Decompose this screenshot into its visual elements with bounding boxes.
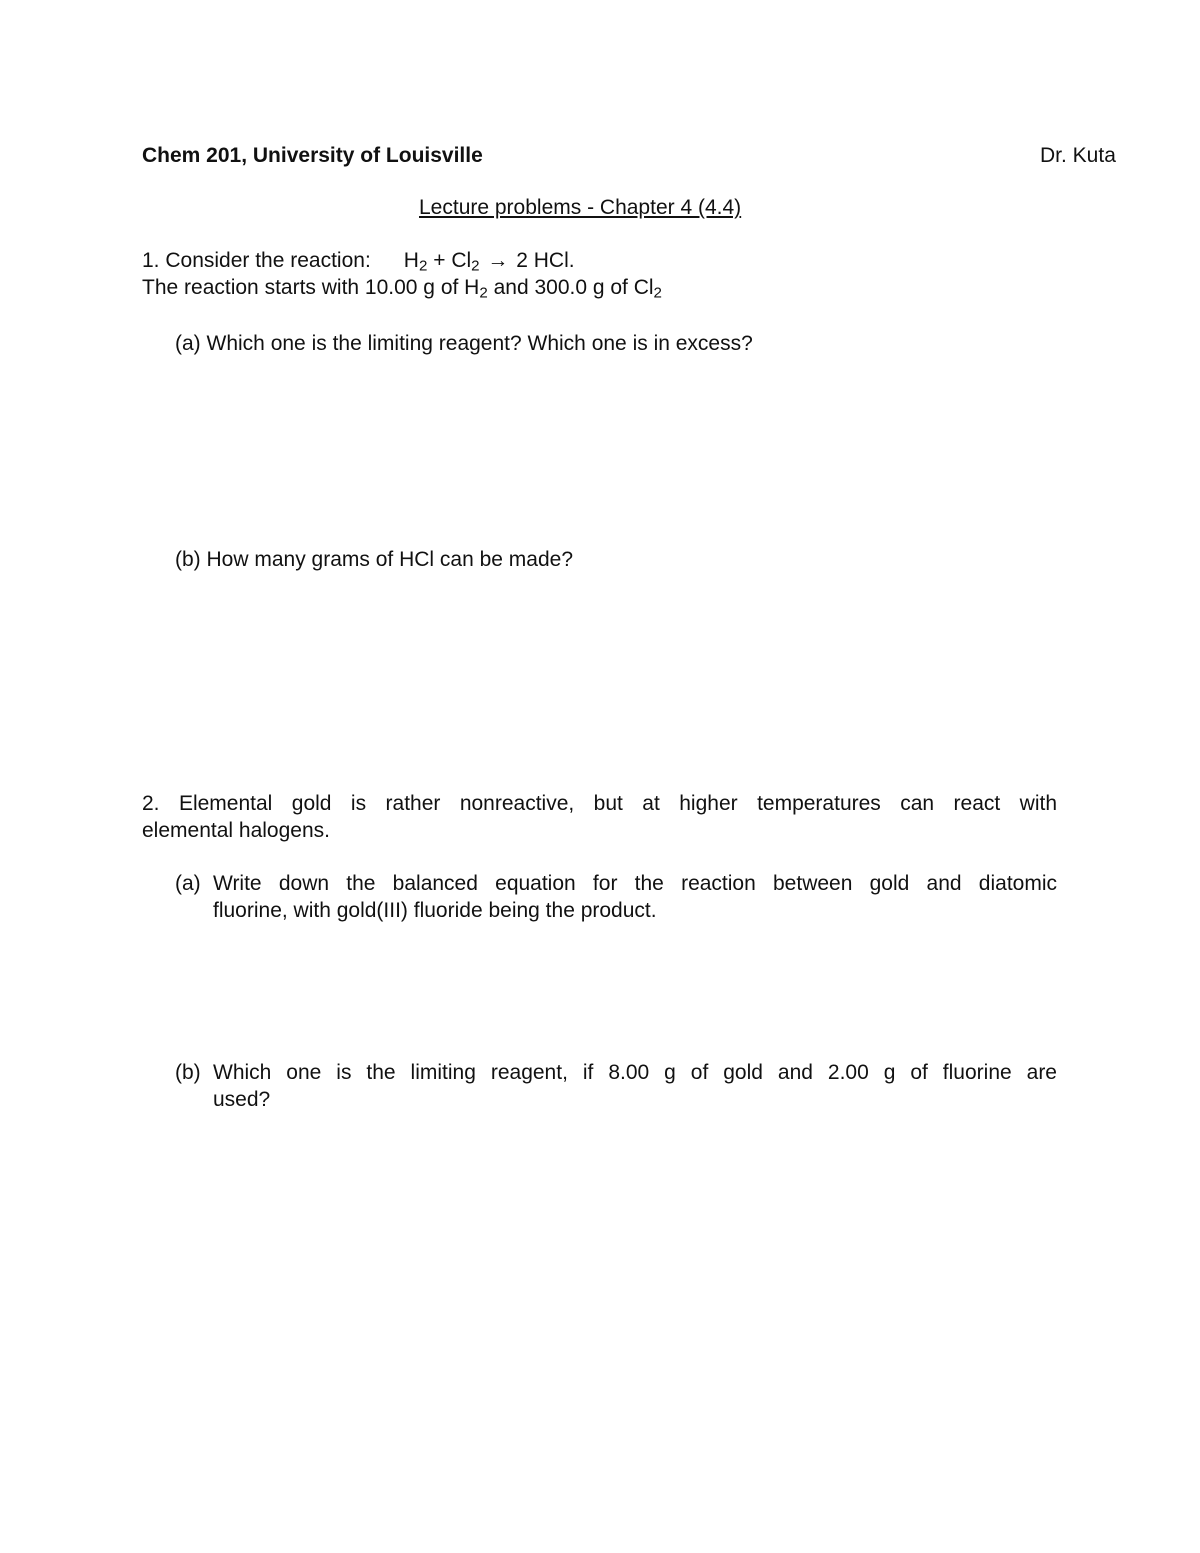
- problem-2-line-2: elemental halogens.: [142, 819, 330, 842]
- course-heading: Chem 201, University of Louisville: [142, 144, 483, 167]
- problem-2-part-a: (a) Write down the balanced equation for the reaction between gold and diatomic fluorine, with gold(III) fluoride being the product.: [175, 872, 1057, 922]
- problem-1-prefix: 1. Consider the reaction:: [142, 249, 371, 272]
- problem-1-part-b: (b) How many grams of HCl can be made?: [175, 548, 574, 571]
- reaction-equation: $H_2 + Cl_2 \to 2$ HCl.: [403, 249, 575, 275]
- instructor-name: Dr. Kuta: [1040, 144, 1116, 167]
- problem-2-part-b: (b) Which one is the limiting reagent, if 8.00 g of gold and 2.00 g of fluorine are used?: [175, 1061, 1057, 1111]
- arrow-icon: →: [487, 249, 509, 272]
- problem-1-intro: [142, 247, 575, 274]
- problem-1-conditions: The reaction starts with 10.00 g of $H_2$ and 300.0 g of $Cl_2$: [142, 276, 662, 302]
- problem-1-part-a: (a) Which one is the limiting reagent? Which one is in excess?: [175, 332, 753, 355]
- page-title: Lecture problems - Chapter 4 (4.4): [419, 196, 742, 219]
- problem-2-line-1: 2. Elemental gold is rather nonreactive, but at higher temperatures can react with: [142, 792, 1057, 815]
- problem-2-intro: [142, 790, 1057, 844]
